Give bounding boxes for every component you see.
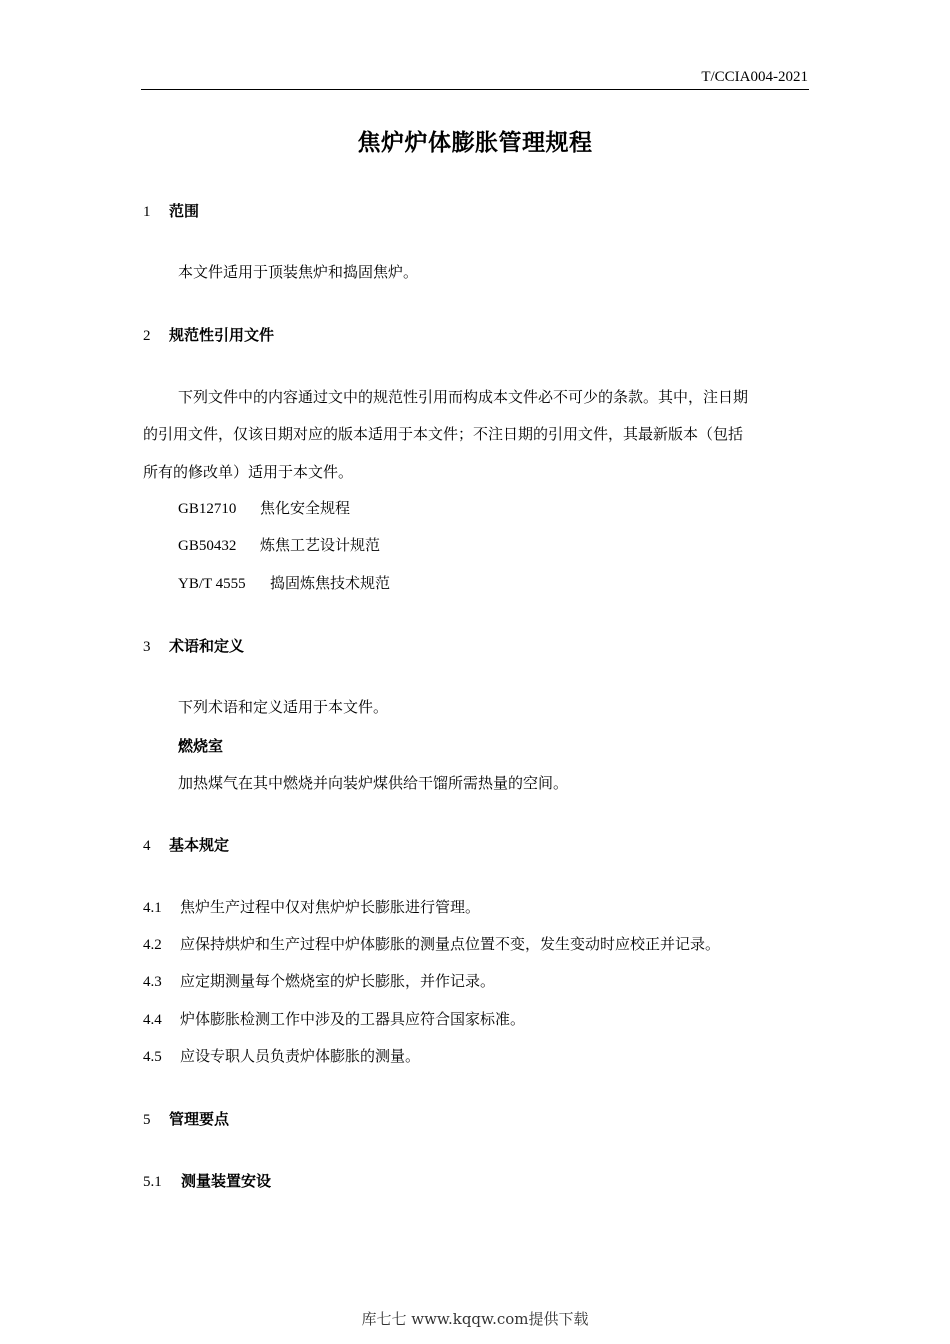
document-code: T/CCIA004-2021 <box>701 69 808 85</box>
clause-number: 4.3 <box>143 974 162 990</box>
section-4-heading <box>143 834 229 855</box>
section-title: 规范性引用文件 <box>169 326 275 344</box>
section-number: 3 <box>143 639 151 655</box>
clause-text: 应设专职人员负责炉体膨胀的测量。 <box>180 1047 421 1065</box>
subsection-5-1-heading <box>143 1170 271 1191</box>
clause-number: 4.4 <box>143 1012 162 1028</box>
section-title: 范围 <box>169 202 200 220</box>
clause-text: 应保持烘炉和生产过程中炉体膨胀的测量点位置不变，发生变动时应校正并记录。 <box>180 935 721 953</box>
term-definition: 加热煤气在其中燃烧并向装炉煤供给干馏所需热量的空间。 <box>178 774 569 792</box>
section-number: 1 <box>143 204 151 220</box>
reference-code: GB12710 <box>178 501 237 517</box>
section-title: 术语和定义 <box>169 637 245 655</box>
section-number: 2 <box>143 328 151 344</box>
section-1-heading <box>143 200 199 221</box>
section-5-heading <box>143 1108 229 1129</box>
section-number: 5 <box>143 1112 151 1128</box>
section-number: 4 <box>143 838 151 854</box>
clause-item <box>143 1045 420 1066</box>
clause-text: 焦炉生产过程中仅对焦炉炉长膨胀进行管理。 <box>180 898 481 916</box>
header-rule <box>141 89 809 90</box>
clause-item <box>143 896 480 917</box>
terms-intro: 下列术语和定义适用于本文件。 <box>178 698 389 716</box>
reference-item <box>178 534 380 555</box>
document-title: 焦炉炉体膨胀管理规程 <box>357 130 593 156</box>
clause-item <box>143 1008 525 1029</box>
reference-item <box>178 572 390 593</box>
clause-number: 4.2 <box>143 937 162 953</box>
subsection-number: 5.1 <box>143 1174 162 1190</box>
clause-text: 炉体膨胀检测工作中涉及的工器具应符合国家标准。 <box>180 1010 526 1028</box>
normative-text-line-1: 下列文件中的内容通过文中的规范性引用而构成本文件必不可少的条款。其中，注日期 <box>178 388 749 406</box>
normative-text-line-3: 所有的修改单）适用于本文件。 <box>143 463 354 481</box>
subsection-title: 测量装置安设 <box>181 1172 272 1190</box>
clause-item <box>143 970 495 991</box>
reference-name: 炼焦工艺设计规范 <box>260 536 381 554</box>
reference-name: 焦化安全规程 <box>260 499 351 517</box>
reference-code: GB50432 <box>178 538 237 554</box>
reference-code: YB/T 4555 <box>178 576 246 592</box>
download-footer: 库七七 www.kqqw.com提供下载 <box>361 1310 589 1328</box>
term-name: 燃烧室 <box>178 737 224 755</box>
scope-text: 本文件适用于顶装焦炉和捣固焦炉。 <box>178 263 419 281</box>
section-title: 管理要点 <box>169 1110 230 1128</box>
section-3-heading <box>143 635 244 656</box>
normative-text-line-2: 的引用文件，仅该日期对应的版本适用于本文件；不注日期的引用文件，其最新版本（包括 <box>143 425 744 443</box>
section-title: 基本规定 <box>169 836 230 854</box>
reference-item <box>178 497 350 518</box>
clause-item <box>143 933 720 954</box>
clause-text: 应定期测量每个燃烧室的炉长膨胀，并作记录。 <box>180 972 496 990</box>
reference-name: 捣固炼焦技术规范 <box>270 574 391 592</box>
section-2-heading <box>143 324 274 345</box>
clause-number: 4.1 <box>143 900 162 916</box>
clause-number: 4.5 <box>143 1049 162 1065</box>
